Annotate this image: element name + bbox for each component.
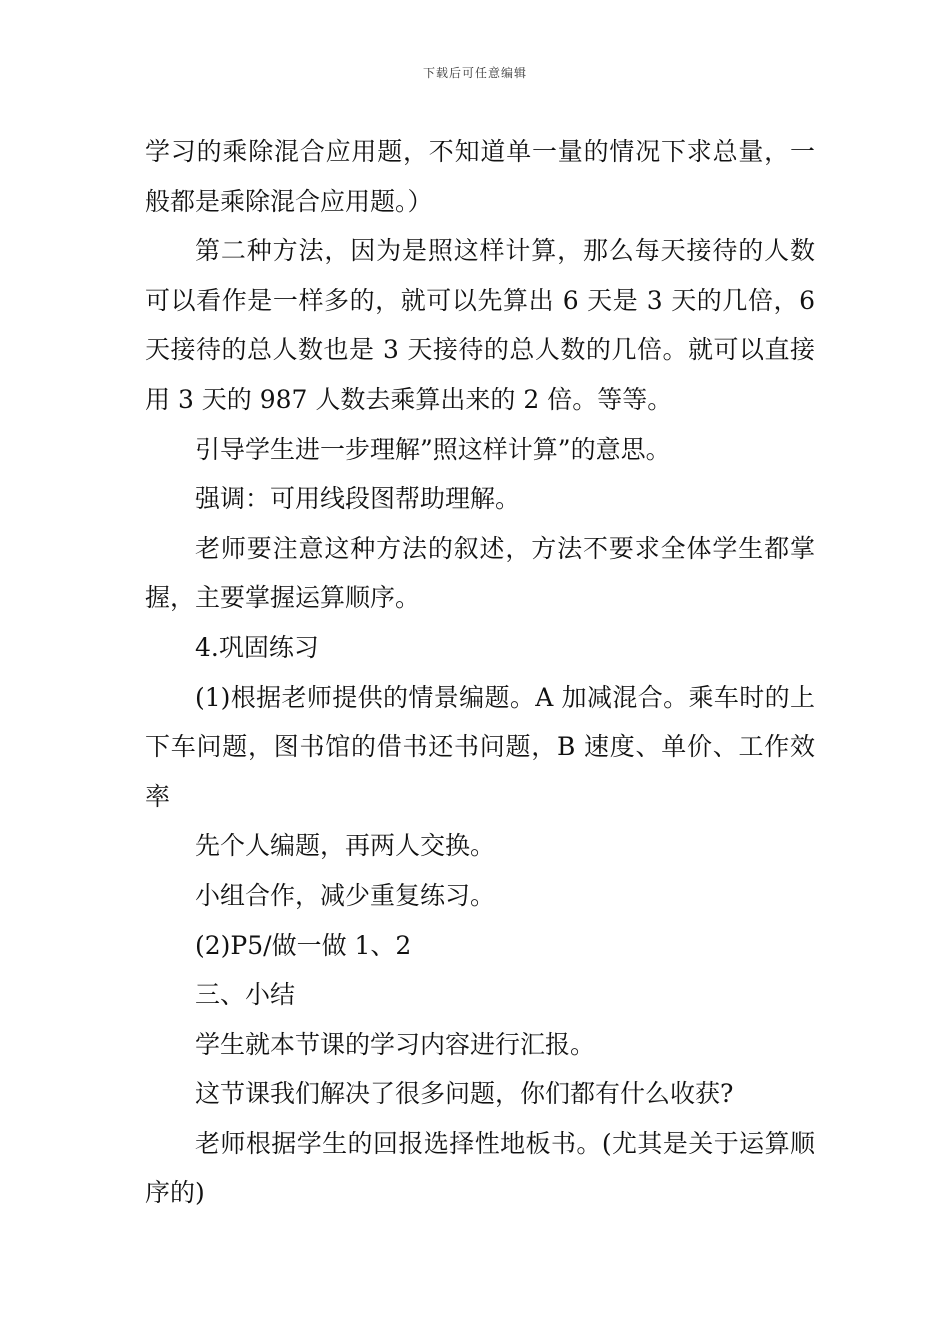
document-body [145, 127, 815, 1218]
paragraph: 学习的乘除混合应用题，不知道单一量的情况下求总量，一般都是乘除混合应用题。） [145, 137, 815, 216]
paragraph: (2)P5/做一做 1、2 [195, 930, 412, 960]
paragraph: 这节课我们解决了很多问题，你们都有什么收获? [195, 1079, 734, 1109]
section-heading: 三、小结 [195, 980, 296, 1010]
page-header: 下载后可任意编辑 [422, 66, 527, 80]
paragraph: 第二种方法，因为是照这样计算，那么每天接待的人数可以看作是一样多的，就可以先算出 6 天是 3 天的几倍，6 天接待的总人数也是 3 天接待的总人数的几倍。就可以直接用 3 天的 987 人数去乘算出来的 2 倍。等等。 [145, 236, 815, 414]
paragraph: 引导学生进一步理解”照这样计算”的意思。 [195, 434, 671, 464]
paragraph: 老师根据学生的回报选择性地板书。(尤其是关于运算顺序的) [145, 1128, 815, 1208]
paragraph: (1)根据老师提供的情景编题。A 加减混合。乘车时的上下车问题，图书馆的借书还书问题，B 速度、单价、工作效率 [145, 682, 815, 811]
paragraph: 小组合作，减少重复练习。 [195, 880, 496, 910]
section-heading: 4.巩固练习 [195, 632, 319, 662]
paragraph: 强调：可用线段图帮助理解。 [195, 484, 521, 514]
paragraph: 学生就本节课的学习内容进行汇报。 [195, 1029, 596, 1059]
paragraph: 先个人编题，再两人交换。 [195, 831, 496, 861]
paragraph: 老师要注意这种方法的叙述，方法不要求全体学生都掌握，主要掌握运算顺序。 [145, 533, 815, 613]
